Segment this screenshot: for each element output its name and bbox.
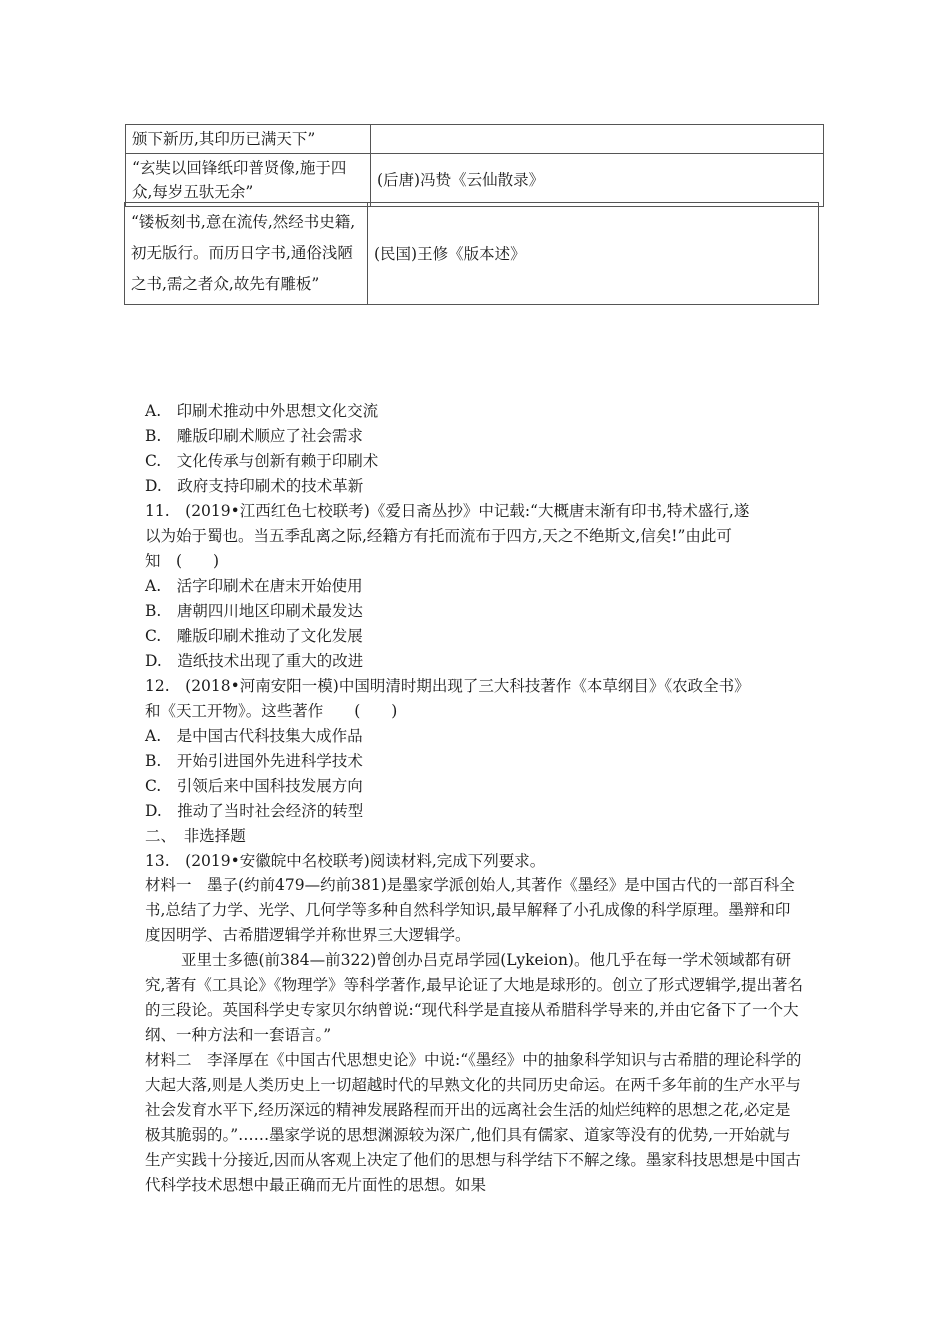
material-1-paragraph-2: 亚里士多德(前384—前322)曾创办吕克昂学园(Lykeion)。他几乎在每一学术领域都有研究,著有《工具论》《物理学》等科学著作,最早论证了大地是球形的。创立了形式逻辑学,提出著名的三段论。英国科学史专家贝尔纳曾说:“现代科学是直接从希腊科学导来的,并由它备下了一个大纲、一种方法和一套语言。” [145,951,804,1044]
quote-cell: “玄奘以回锋纸印普贤像,施于四众,每岁五驮无余” [126,154,371,207]
q10-option-c: C. 文化传承与创新有赖于印刷术 [145,452,379,470]
q12-stem: 12. (2018•河南安阳一模)中国明清时期出现了三大科技著作《本草纲目》《农政全书》 [145,677,750,695]
q12-option-a: A. 是中国古代科技集大成作品 [145,727,363,745]
q11-option-b: B. 唐朝四川地区印刷术最发达 [145,602,363,620]
quote-cell: 颁下新历,其印历已满天下” [126,125,371,154]
q10-option-a: A. 印刷术推动中外思想文化交流 [145,402,379,420]
table-row [126,125,824,154]
q12-stem: 和《天工开物》。这些著作 ( ) [145,702,398,720]
table-row [126,154,824,207]
q10-option-d: D. 政府支持印刷术的技术革新 [145,477,364,495]
q11-option-a: A. 活字印刷术在唐末开始使用 [145,577,363,595]
q11-stem: 11. (2019•江西红色七校联考)《爱日斋丛抄》中记载:“大概唐末渐有印书,特术盛行,遂 [145,502,750,520]
source-cell [371,125,824,154]
q11-stem: 知 ( ) [145,552,220,570]
material-1-paragraph: 材料一 墨子(约前479—约前381)是墨家学派创始人,其著作《墨经》是中国古代的一部百科全书,总结了力学、光学、几何学等多种自然科学知识,最早解释了小孔成像的科学原理。墨辩和印度因明学、古希腊逻辑学并称世界三大逻辑学。 [145,876,795,944]
q12-option-d: D. 推动了当时社会经济的转型 [145,802,364,820]
source-cell: (后唐)冯贽《云仙散录》 [371,154,824,207]
quote-cell: “镂板刻书,意在流传,然经书史籍,初无版行。而历日字书,通俗浅陋之书,需之者众,故先有雕板” [125,203,368,305]
table-row [125,203,819,305]
source-table-top [125,124,824,207]
material-2-paragraph: 材料二 李泽厚在《中国古代思想史论》中说:“《墨经》中的抽象科学知识与古希腊的理论科学的大起大落,则是人类历史上一切超越时代的早熟文化的共同历史命运。在两千多年前的生产水平与社会发育水平下,经历深远的精神发展路程而开出的远离社会生活的灿烂纯粹的思想之花,必定是极其脆弱的。”……墨家学说的思想渊源较为深广,他们具有儒家、道家等没有的优势,一开始就与生产实践十分接近,因而从客观上决定了他们的思想与科学结下不解之缘。墨家科技思想是中国古代科学技术思想中最正确而无片面性的思想。如果 [145,1051,802,1194]
q12-option-c: C. 引领后来中国科技发展方向 [145,777,363,795]
q11-option-d: D. 造纸技术出现了重大的改进 [145,652,364,670]
q12-option-b: B. 开始引进国外先进科学技术 [145,752,363,770]
q13-stem: 13. (2019•安徽皖中名校联考)阅读材料,完成下列要求。 [145,852,546,870]
q11-option-c: C. 雕版印刷术推动了文化发展 [145,627,363,645]
section-title: 二、 非选择题 [145,827,246,845]
q11-stem: 以为始于蜀也。当五季乱离之际,经籍方有托而流布于四方,天之不绝斯文,信矣!”由此可 [145,527,732,545]
q10-option-b: B. 雕版印刷术顺应了社会需求 [145,427,363,445]
source-cell: (民国)王修《版本述》 [368,203,819,305]
q13-materials [145,873,805,1198]
source-table-bottom [124,202,819,305]
